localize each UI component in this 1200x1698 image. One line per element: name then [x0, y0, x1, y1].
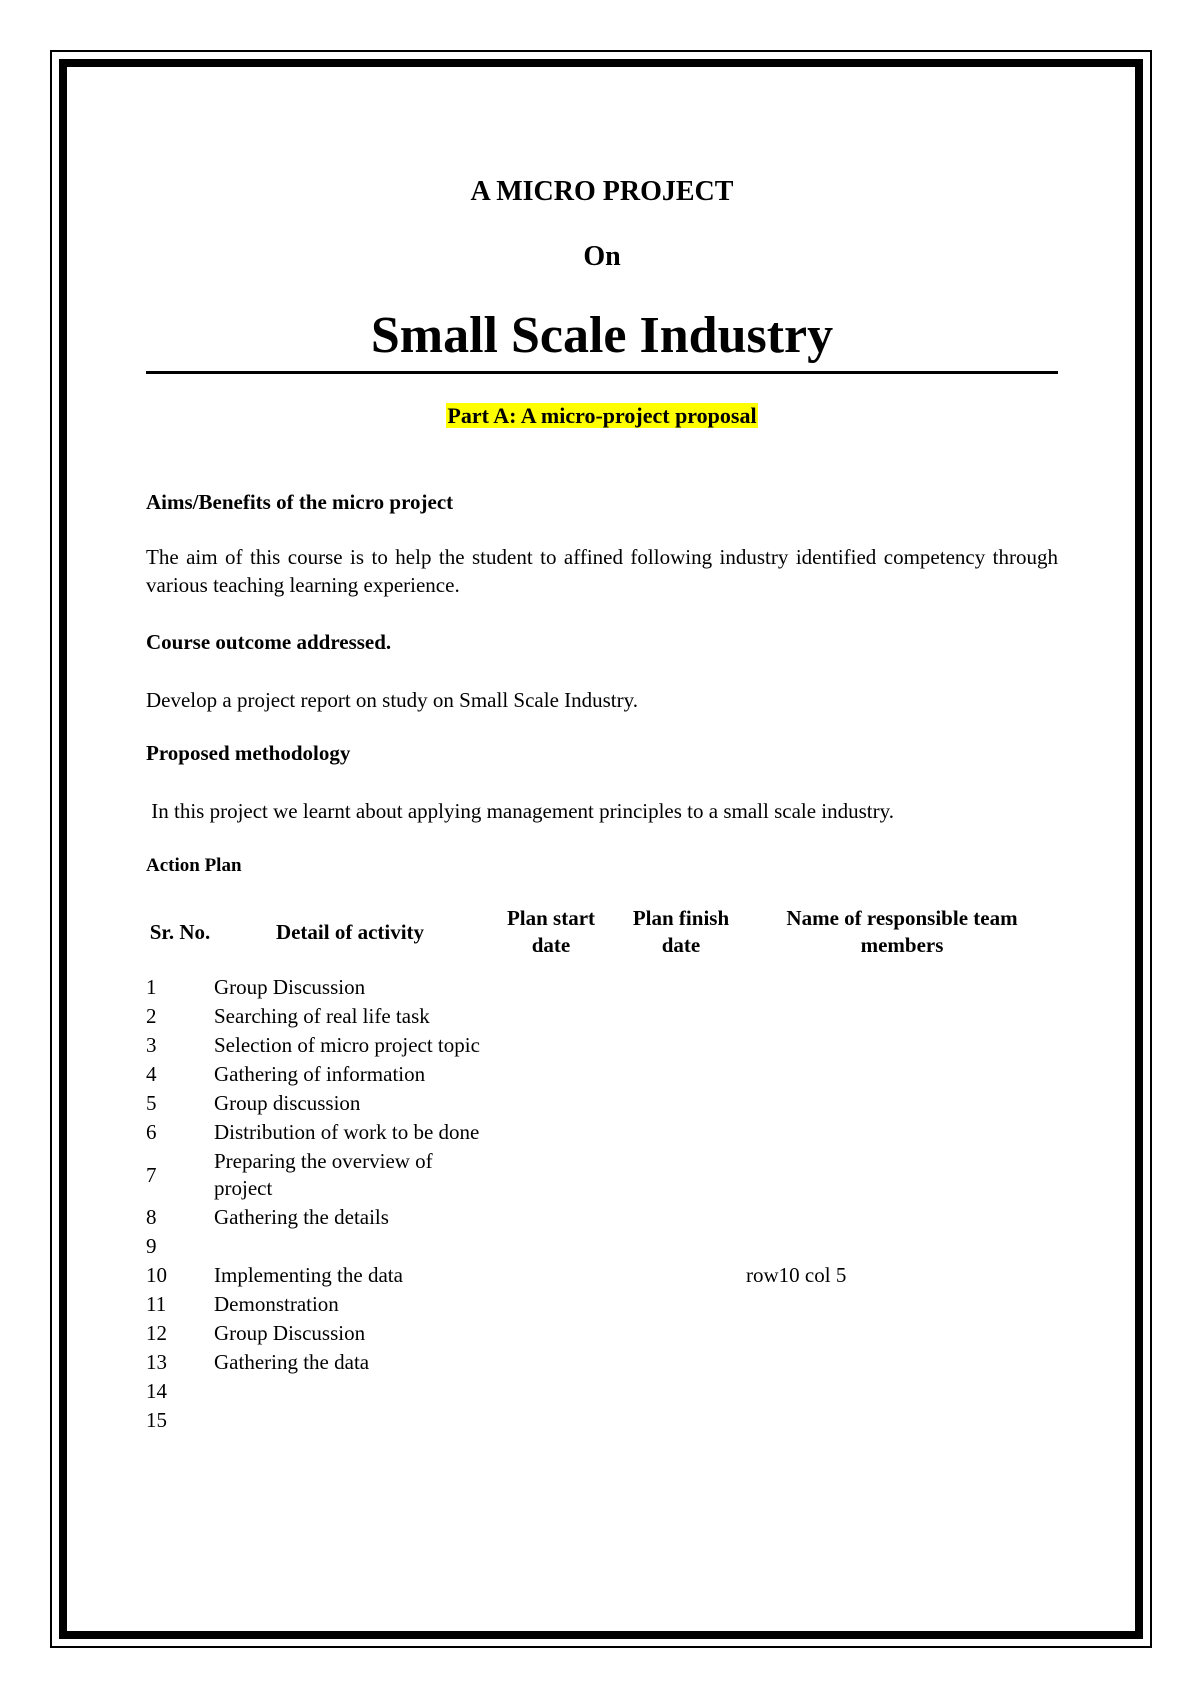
- table-row: [146, 1203, 1058, 1232]
- cell-finish-date: [616, 1290, 746, 1319]
- cell-start-date: [486, 1089, 616, 1118]
- cell-start-date: [486, 1203, 616, 1232]
- cell-team-members: [746, 1203, 1058, 1232]
- cell-sr-no: 11: [146, 1292, 167, 1316]
- action-plan-heading: Action Plan: [146, 855, 242, 876]
- cell-activity: Gathering the data: [214, 1350, 370, 1374]
- aims-text: The aim of this course is to help the student to affined following industry identified competency through various teaching learning experience.: [146, 545, 1058, 597]
- cell-finish-date: [616, 1348, 746, 1377]
- cell-sr-no: 2: [146, 1004, 157, 1028]
- cell-finish-date: [616, 1118, 746, 1147]
- cell-sr-no: 7: [146, 1162, 157, 1187]
- cell-finish-date: [616, 1031, 746, 1060]
- cell-activity: Group Discussion: [214, 1321, 366, 1345]
- proposal-heading-wrap: [146, 403, 1058, 429]
- cell-finish-date: [616, 1089, 746, 1118]
- cell-team-members: [746, 1290, 1058, 1319]
- title-line-2: On: [583, 241, 621, 272]
- proposal-heading: Part A: A micro-project proposal: [447, 403, 757, 428]
- cell-start-date: [486, 1031, 616, 1060]
- cell-activity: Implementing the data: [214, 1263, 403, 1287]
- cell-start-date: [486, 1232, 616, 1261]
- cell-finish-date: [616, 1203, 746, 1232]
- header-sr-no: Sr. No.: [149, 919, 211, 944]
- methodology-text: In this project we learnt about applying management principles to a small scale industry.: [146, 799, 895, 823]
- table-row: [146, 1147, 1058, 1203]
- table-row: [146, 1031, 1058, 1060]
- cell-start-date: [486, 1348, 616, 1377]
- table-row: [146, 1377, 1058, 1406]
- table-row: [146, 1060, 1058, 1089]
- cell-start-date: [486, 1118, 616, 1147]
- cell-sr-no: 6: [146, 1120, 157, 1144]
- cell-sr-no: 13: [146, 1350, 167, 1374]
- table-row: [146, 1261, 1058, 1290]
- cell-sr-no: 10: [146, 1263, 167, 1287]
- cell-start-date: [486, 1290, 616, 1319]
- cell-sr-no: 8: [146, 1205, 157, 1229]
- main-title: Small Scale Industry: [370, 307, 834, 364]
- cell-start-date: [486, 973, 616, 1002]
- course-outcome-heading: Course outcome addressed.: [146, 630, 392, 654]
- course-outcome-text: Develop a project report on study on Small Scale Industry.: [146, 688, 639, 712]
- table-row: [146, 1089, 1058, 1118]
- cell-finish-date: [616, 1261, 746, 1290]
- table-row: [146, 1232, 1058, 1261]
- cell-start-date: [486, 1147, 616, 1203]
- cell-team-members: [746, 1031, 1058, 1060]
- cell-activity: [214, 1406, 486, 1435]
- action-plan-rows: [146, 973, 1058, 1435]
- table-row: [146, 1002, 1058, 1031]
- header-finish-date: Plan finish date: [632, 906, 730, 957]
- table-row: [146, 1406, 1058, 1435]
- cell-activity: Distribution of work to be done: [214, 1120, 480, 1144]
- aims-heading: Aims/Benefits of the micro project: [146, 490, 454, 514]
- cell-activity: [214, 1377, 486, 1406]
- cell-finish-date: [616, 1060, 746, 1089]
- cell-team-members: [746, 1377, 1058, 1406]
- cell-activity: Searching of real life task: [214, 1004, 430, 1028]
- cell-sr-no: 14: [146, 1379, 167, 1403]
- cell-team-members: [746, 1147, 1058, 1203]
- cell-team-members: [746, 1118, 1058, 1147]
- cell-team-members: [746, 1232, 1058, 1261]
- cell-finish-date: [616, 973, 746, 1002]
- action-plan-table: [146, 905, 1058, 1435]
- table-header-row: [146, 905, 1058, 973]
- cell-team-members: [746, 1406, 1058, 1435]
- cell-team-members: [746, 1089, 1058, 1118]
- header-activity: Detail of activity: [275, 919, 425, 944]
- title-underline: [146, 371, 1058, 374]
- cell-team-members: [746, 1348, 1058, 1377]
- cell-sr-no: 4: [146, 1062, 157, 1086]
- table-row: [146, 1118, 1058, 1147]
- cell-start-date: [486, 1002, 616, 1031]
- cell-finish-date: [616, 1002, 746, 1031]
- cell-start-date: [486, 1406, 616, 1435]
- cell-finish-date: [616, 1406, 746, 1435]
- cell-team-members: [746, 1060, 1058, 1089]
- cell-team-members: [746, 973, 1058, 1002]
- cell-activity: Preparing the overview of project: [214, 1149, 433, 1200]
- cell-sr-no: 15: [146, 1408, 167, 1432]
- cell-team-members: [746, 1319, 1058, 1348]
- cell-start-date: [486, 1060, 616, 1089]
- cell-activity: Group Discussion: [214, 975, 366, 999]
- cell-activity: Group discussion: [214, 1091, 361, 1115]
- cell-activity: Gathering of information: [214, 1062, 426, 1086]
- header-team-members: Name of responsible team members: [786, 906, 1018, 957]
- cell-activity: Demonstration: [214, 1292, 339, 1316]
- cell-start-date: [486, 1319, 616, 1348]
- cell-activity: [214, 1232, 486, 1261]
- cell-team-members: row10 col 5: [746, 1263, 847, 1287]
- cell-sr-no: 1: [146, 975, 157, 999]
- cell-start-date: [486, 1261, 616, 1290]
- cell-finish-date: [616, 1232, 746, 1261]
- cell-team-members: [746, 1002, 1058, 1031]
- table-row: [146, 1319, 1058, 1348]
- cell-start-date: [486, 1377, 616, 1406]
- title-line-1: A MICRO PROJECT: [470, 176, 734, 207]
- cell-sr-no: 5: [146, 1091, 157, 1115]
- cell-finish-date: [616, 1377, 746, 1406]
- cell-finish-date: [616, 1319, 746, 1348]
- table-row: [146, 973, 1058, 1002]
- cell-sr-no: 9: [146, 1234, 157, 1258]
- cell-activity: Gathering the details: [214, 1205, 389, 1229]
- cell-activity: Selection of micro project topic: [214, 1033, 480, 1057]
- table-row: [146, 1348, 1058, 1377]
- cell-finish-date: [616, 1147, 746, 1203]
- table-row: [146, 1290, 1058, 1319]
- cell-sr-no: 12: [146, 1321, 167, 1345]
- methodology-heading: Proposed methodology: [146, 741, 351, 765]
- cell-sr-no: 3: [146, 1033, 157, 1057]
- header-start-date: Plan start date: [506, 906, 596, 957]
